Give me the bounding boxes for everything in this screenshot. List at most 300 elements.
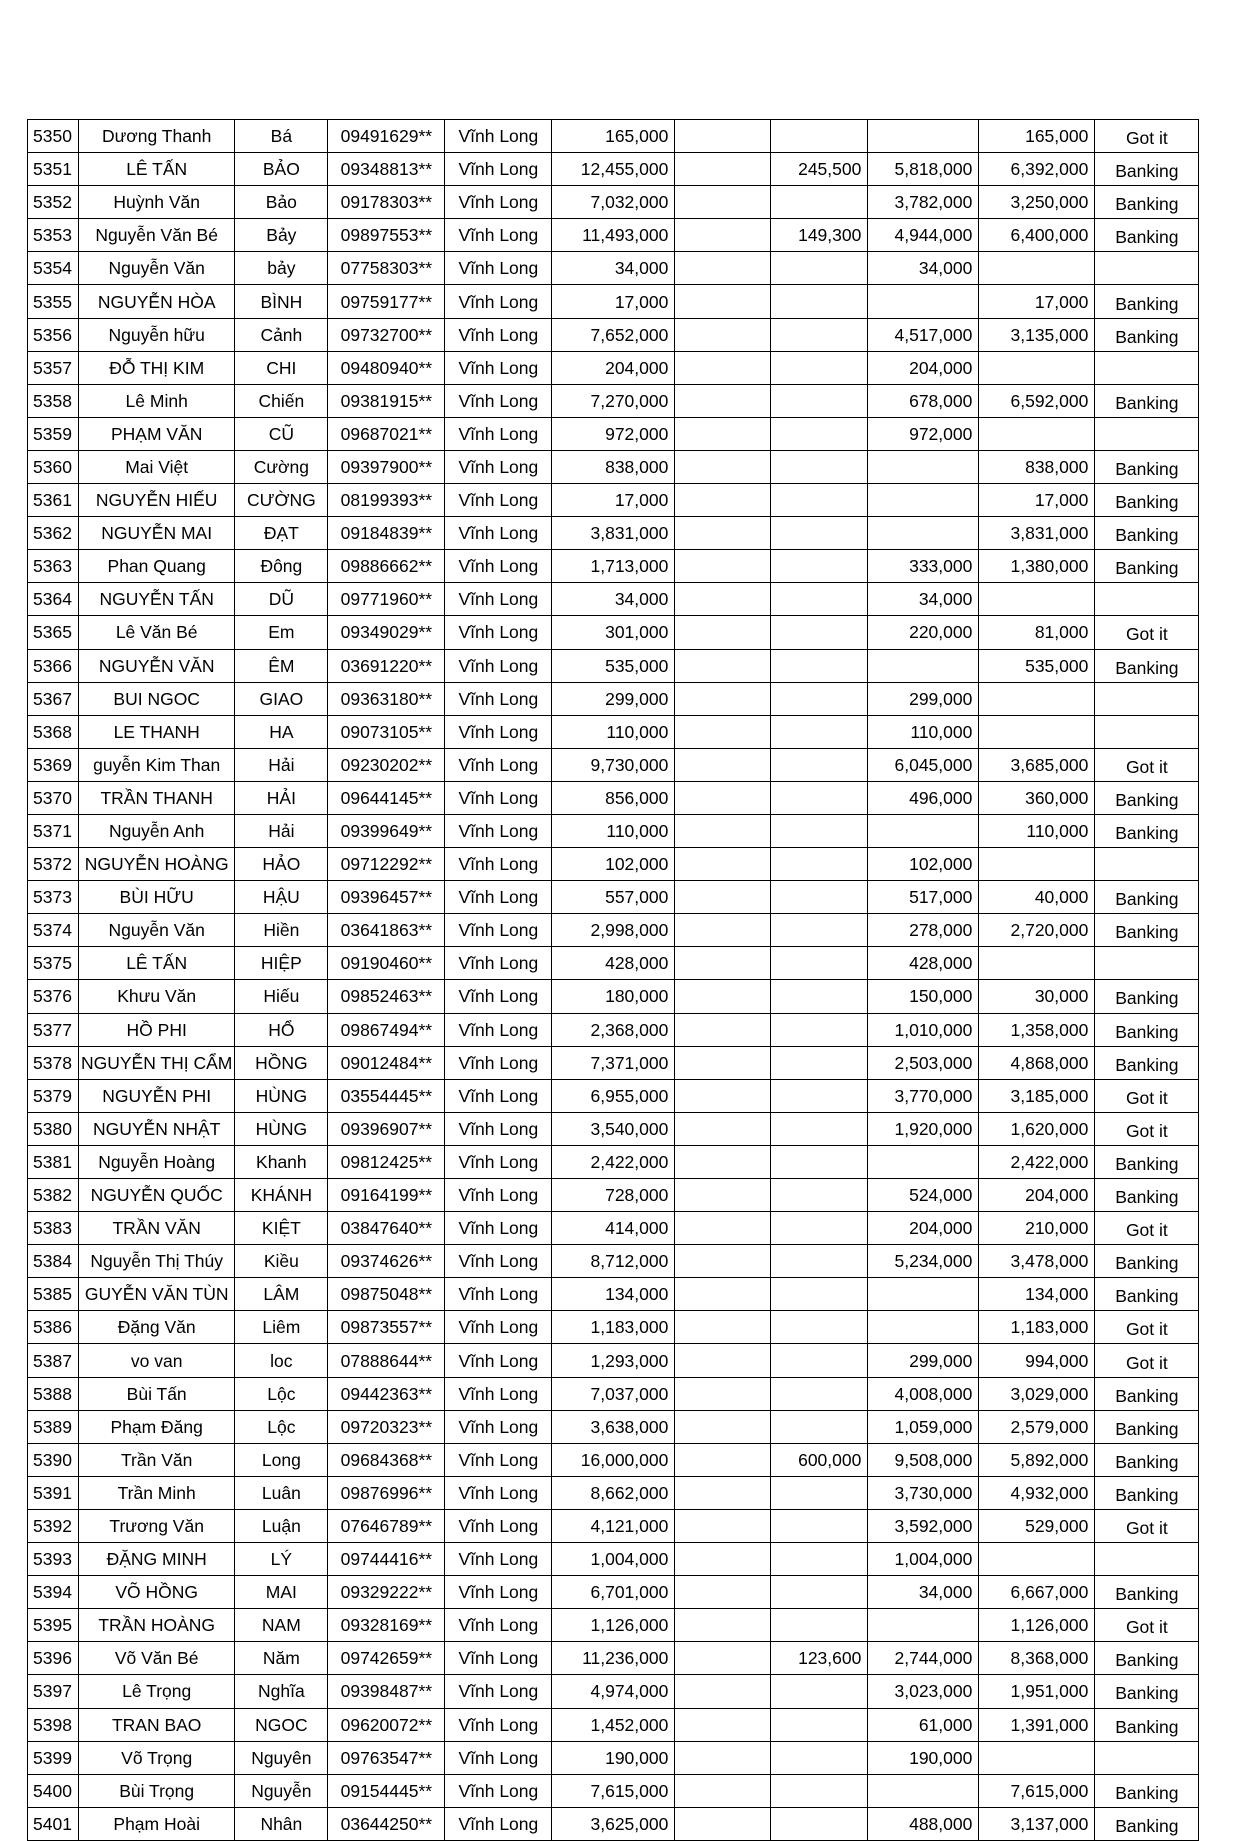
extra-amount-2-cell <box>771 649 868 682</box>
extra-amount-1-cell <box>675 1311 771 1344</box>
extra-amount-2-cell <box>771 517 868 550</box>
extra-amount-3-cell: 299,000 <box>868 1344 979 1377</box>
last-name-cell: GUYỄN VĂN TÙN <box>79 1278 235 1311</box>
table-row <box>28 1443 1199 1476</box>
phone-cell: 09184839** <box>328 517 445 550</box>
last-name-cell: Nguyễn Văn Bé <box>79 219 235 252</box>
total-amount-cell: 299,000 <box>552 682 675 715</box>
table-row <box>28 1013 1199 1046</box>
extra-amount-3-cell: 1,920,000 <box>868 1112 979 1145</box>
phone-cell: 09480940** <box>328 351 445 384</box>
last-name-cell: NGUYỄN PHI <box>79 1079 235 1112</box>
table-row <box>28 153 1199 186</box>
row-id-cell: 5395 <box>28 1609 79 1642</box>
table-row <box>28 848 1199 881</box>
extra-amount-1-cell <box>675 682 771 715</box>
total-amount-cell: 3,831,000 <box>552 517 675 550</box>
status-cell: Banking <box>1095 285 1199 318</box>
table-row <box>28 1245 1199 1278</box>
extra-amount-1-cell <box>675 1741 771 1774</box>
extra-amount-2-cell <box>771 417 868 450</box>
remaining-amount-cell: 3,185,000 <box>979 1079 1095 1112</box>
status-cell: Banking <box>1095 1013 1199 1046</box>
remaining-amount-cell <box>979 848 1095 881</box>
remaining-amount-cell: 2,579,000 <box>979 1410 1095 1443</box>
province-cell: Vĩnh Long <box>445 1443 552 1476</box>
extra-amount-3-cell: 3,592,000 <box>868 1509 979 1542</box>
status-cell <box>1095 947 1199 980</box>
extra-amount-3-cell <box>868 1774 979 1807</box>
extra-amount-3-cell: 204,000 <box>868 1212 979 1245</box>
extra-amount-1-cell <box>675 980 771 1013</box>
extra-amount-3-cell: 110,000 <box>868 715 979 748</box>
extra-amount-3-cell: 34,000 <box>868 583 979 616</box>
extra-amount-1-cell <box>675 1807 771 1840</box>
row-id-cell: 5386 <box>28 1311 79 1344</box>
extra-amount-3-cell: 1,004,000 <box>868 1543 979 1576</box>
last-name-cell: Nguyễn Văn <box>79 914 235 947</box>
first-name-cell: HÙNG <box>235 1079 328 1112</box>
phone-cell: 09620072** <box>328 1708 445 1741</box>
last-name-cell: Lê Minh <box>79 384 235 417</box>
remaining-amount-cell: 110,000 <box>979 814 1095 847</box>
last-name-cell: TRẦN THANH <box>79 781 235 814</box>
remaining-amount-cell <box>979 715 1095 748</box>
phone-cell: 09684368** <box>328 1443 445 1476</box>
status-cell: Banking <box>1095 219 1199 252</box>
extra-amount-2-cell <box>771 748 868 781</box>
first-name-cell: DŨ <box>235 583 328 616</box>
total-amount-cell: 1,713,000 <box>552 550 675 583</box>
extra-amount-1-cell <box>675 1543 771 1576</box>
table-row <box>28 583 1199 616</box>
phone-cell: 09732700** <box>328 318 445 351</box>
table-row <box>28 1543 1199 1576</box>
province-cell: Vĩnh Long <box>445 616 552 649</box>
remaining-amount-cell: 165,000 <box>979 120 1095 153</box>
first-name-cell: Năm <box>235 1642 328 1675</box>
extra-amount-3-cell: 1,059,000 <box>868 1410 979 1443</box>
extra-amount-1-cell <box>675 1245 771 1278</box>
last-name-cell: BUI NGOC <box>79 682 235 715</box>
phone-cell: 03691220** <box>328 649 445 682</box>
first-name-cell: Luân <box>235 1476 328 1509</box>
table-row <box>28 1642 1199 1675</box>
row-id-cell: 5396 <box>28 1642 79 1675</box>
table-row <box>28 351 1199 384</box>
first-name-cell: MAI <box>235 1576 328 1609</box>
first-name-cell: KIỆT <box>235 1212 328 1245</box>
phone-cell: 09381915** <box>328 384 445 417</box>
extra-amount-3-cell <box>868 1609 979 1642</box>
status-cell: Banking <box>1095 1443 1199 1476</box>
total-amount-cell: 7,371,000 <box>552 1046 675 1079</box>
extra-amount-3-cell: 6,045,000 <box>868 748 979 781</box>
status-cell: Banking <box>1095 980 1199 1013</box>
last-name-cell: Lê Trọng <box>79 1675 235 1708</box>
row-id-cell: 5397 <box>28 1675 79 1708</box>
extra-amount-2-cell <box>771 616 868 649</box>
table-row <box>28 384 1199 417</box>
row-id-cell: 5366 <box>28 649 79 682</box>
table-row <box>28 1410 1199 1443</box>
phone-cell: 09644145** <box>328 781 445 814</box>
status-cell: Got it <box>1095 1079 1199 1112</box>
status-cell: Banking <box>1095 781 1199 814</box>
first-name-cell: Khanh <box>235 1145 328 1178</box>
extra-amount-3-cell <box>868 285 979 318</box>
status-cell <box>1095 715 1199 748</box>
phone-cell: 09396907** <box>328 1112 445 1145</box>
table-row <box>28 1145 1199 1178</box>
extra-amount-1-cell <box>675 1774 771 1807</box>
table-row <box>28 186 1199 219</box>
row-id-cell: 5359 <box>28 417 79 450</box>
last-name-cell: NGUYỄN THỊ CẨM <box>79 1046 235 1079</box>
extra-amount-2-cell: 245,500 <box>771 153 868 186</box>
last-name-cell: LÊ TẤN <box>79 153 235 186</box>
row-id-cell: 5357 <box>28 351 79 384</box>
remaining-amount-cell: 360,000 <box>979 781 1095 814</box>
last-name-cell: PHẠM VĂN <box>79 417 235 450</box>
remaining-amount-cell: 3,135,000 <box>979 318 1095 351</box>
remaining-amount-cell <box>979 947 1095 980</box>
extra-amount-3-cell: 299,000 <box>868 682 979 715</box>
total-amount-cell: 204,000 <box>552 351 675 384</box>
status-cell: Banking <box>1095 1145 1199 1178</box>
total-amount-cell: 7,652,000 <box>552 318 675 351</box>
phone-cell: 09720323** <box>328 1410 445 1443</box>
phone-cell: 09763547** <box>328 1741 445 1774</box>
extra-amount-1-cell <box>675 285 771 318</box>
row-id-cell: 5387 <box>28 1344 79 1377</box>
first-name-cell: Nguyên <box>235 1741 328 1774</box>
last-name-cell: LÊ TẤN <box>79 947 235 980</box>
province-cell: Vĩnh Long <box>445 1179 552 1212</box>
remaining-amount-cell: 204,000 <box>979 1179 1095 1212</box>
province-cell: Vĩnh Long <box>445 1476 552 1509</box>
province-cell: Vĩnh Long <box>445 285 552 318</box>
extra-amount-2-cell <box>771 1576 868 1609</box>
extra-amount-1-cell <box>675 1708 771 1741</box>
province-cell: Vĩnh Long <box>445 1311 552 1344</box>
table-row <box>28 1807 1199 1840</box>
phone-cell: 09886662** <box>328 550 445 583</box>
province-cell: Vĩnh Long <box>445 417 552 450</box>
province-cell: Vĩnh Long <box>445 1708 552 1741</box>
total-amount-cell: 102,000 <box>552 848 675 881</box>
last-name-cell: Huỳnh Văn <box>79 186 235 219</box>
extra-amount-3-cell: 9,508,000 <box>868 1443 979 1476</box>
last-name-cell: Nguyễn Văn <box>79 252 235 285</box>
remaining-amount-cell <box>979 351 1095 384</box>
total-amount-cell: 7,037,000 <box>552 1377 675 1410</box>
total-amount-cell: 17,000 <box>552 285 675 318</box>
remaining-amount-cell: 1,126,000 <box>979 1609 1095 1642</box>
total-amount-cell: 728,000 <box>552 1179 675 1212</box>
extra-amount-3-cell <box>868 484 979 517</box>
extra-amount-1-cell <box>675 1476 771 1509</box>
extra-amount-1-cell <box>675 1046 771 1079</box>
extra-amount-2-cell <box>771 848 868 881</box>
province-cell: Vĩnh Long <box>445 1145 552 1178</box>
phone-cell: 09399649** <box>328 814 445 847</box>
first-name-cell: HÙNG <box>235 1112 328 1145</box>
first-name-cell: LÝ <box>235 1543 328 1576</box>
extra-amount-1-cell <box>675 120 771 153</box>
remaining-amount-cell <box>979 252 1095 285</box>
status-cell: Banking <box>1095 1675 1199 1708</box>
total-amount-cell: 6,955,000 <box>552 1079 675 1112</box>
province-cell: Vĩnh Long <box>445 1079 552 1112</box>
extra-amount-3-cell: 34,000 <box>868 1576 979 1609</box>
extra-amount-1-cell <box>675 384 771 417</box>
row-id-cell: 5384 <box>28 1245 79 1278</box>
status-cell: Got it <box>1095 120 1199 153</box>
phone-cell: 07758303** <box>328 252 445 285</box>
total-amount-cell: 2,422,000 <box>552 1145 675 1178</box>
last-name-cell: ĐỖ THỊ KIM <box>79 351 235 384</box>
total-amount-cell: 535,000 <box>552 649 675 682</box>
last-name-cell: Phạm Đăng <box>79 1410 235 1443</box>
remaining-amount-cell: 4,868,000 <box>979 1046 1095 1079</box>
first-name-cell: Lộc <box>235 1410 328 1443</box>
extra-amount-3-cell: 972,000 <box>868 417 979 450</box>
row-id-cell: 5352 <box>28 186 79 219</box>
extra-amount-2-cell <box>771 1046 868 1079</box>
total-amount-cell: 11,236,000 <box>552 1642 675 1675</box>
status-cell: Banking <box>1095 1807 1199 1840</box>
remaining-amount-cell: 1,951,000 <box>979 1675 1095 1708</box>
extra-amount-3-cell <box>868 120 979 153</box>
remaining-amount-cell: 2,720,000 <box>979 914 1095 947</box>
extra-amount-3-cell: 4,517,000 <box>868 318 979 351</box>
table-row <box>28 219 1199 252</box>
status-cell: Banking <box>1095 1576 1199 1609</box>
extra-amount-3-cell: 61,000 <box>868 1708 979 1741</box>
province-cell: Vĩnh Long <box>445 1741 552 1774</box>
extra-amount-3-cell: 333,000 <box>868 550 979 583</box>
extra-amount-1-cell <box>675 318 771 351</box>
total-amount-cell: 301,000 <box>552 616 675 649</box>
extra-amount-3-cell: 4,008,000 <box>868 1377 979 1410</box>
province-cell: Vĩnh Long <box>445 748 552 781</box>
row-id-cell: 5390 <box>28 1443 79 1476</box>
row-id-cell: 5370 <box>28 781 79 814</box>
province-cell: Vĩnh Long <box>445 1377 552 1410</box>
remaining-amount-cell: 1,620,000 <box>979 1112 1095 1145</box>
first-name-cell: CHI <box>235 351 328 384</box>
extra-amount-2-cell <box>771 120 868 153</box>
last-name-cell: HỒ PHI <box>79 1013 235 1046</box>
row-id-cell: 5392 <box>28 1509 79 1542</box>
status-cell: Banking <box>1095 318 1199 351</box>
first-name-cell: NAM <box>235 1609 328 1642</box>
extra-amount-1-cell <box>675 914 771 947</box>
first-name-cell: Bảo <box>235 186 328 219</box>
province-cell: Vĩnh Long <box>445 351 552 384</box>
province-cell: Vĩnh Long <box>445 914 552 947</box>
row-id-cell: 5355 <box>28 285 79 318</box>
status-cell: Banking <box>1095 1179 1199 1212</box>
row-id-cell: 5394 <box>28 1576 79 1609</box>
last-name-cell: NGUYỄN MAI <box>79 517 235 550</box>
first-name-cell: Bảy <box>235 219 328 252</box>
row-id-cell: 5350 <box>28 120 79 153</box>
extra-amount-2-cell <box>771 781 868 814</box>
first-name-cell: CƯỜNG <box>235 484 328 517</box>
province-cell: Vĩnh Long <box>445 814 552 847</box>
phone-cell: 09190460** <box>328 947 445 980</box>
extra-amount-3-cell: 278,000 <box>868 914 979 947</box>
province-cell: Vĩnh Long <box>445 1344 552 1377</box>
extra-amount-2-cell <box>771 1112 868 1145</box>
last-name-cell: NGUYỄN NHẬT <box>79 1112 235 1145</box>
province-cell: Vĩnh Long <box>445 947 552 980</box>
province-cell: Vĩnh Long <box>445 1609 552 1642</box>
extra-amount-1-cell <box>675 1443 771 1476</box>
extra-amount-3-cell: 3,770,000 <box>868 1079 979 1112</box>
status-cell <box>1095 583 1199 616</box>
row-id-cell: 5372 <box>28 848 79 881</box>
row-id-cell: 5368 <box>28 715 79 748</box>
extra-amount-3-cell: 488,000 <box>868 1807 979 1840</box>
total-amount-cell: 1,004,000 <box>552 1543 675 1576</box>
row-id-cell: 5398 <box>28 1708 79 1741</box>
phone-cell: 09328169** <box>328 1609 445 1642</box>
last-name-cell: NGUYỄN VĂN <box>79 649 235 682</box>
row-id-cell: 5362 <box>28 517 79 550</box>
table-row <box>28 881 1199 914</box>
extra-amount-3-cell <box>868 1278 979 1311</box>
first-name-cell: Hiếu <box>235 980 328 1013</box>
extra-amount-2-cell <box>771 1311 868 1344</box>
last-name-cell: Nguyễn Thị Thúy <box>79 1245 235 1278</box>
province-cell: Vĩnh Long <box>445 1112 552 1145</box>
phone-cell: 09712292** <box>328 848 445 881</box>
last-name-cell: Khưu Văn <box>79 980 235 1013</box>
last-name-cell: Nguyễn Hoàng <box>79 1145 235 1178</box>
total-amount-cell: 414,000 <box>552 1212 675 1245</box>
total-amount-cell: 557,000 <box>552 881 675 914</box>
phone-cell: 09812425** <box>328 1145 445 1178</box>
row-id-cell: 5376 <box>28 980 79 1013</box>
table-row <box>28 980 1199 1013</box>
phone-cell: 09873557** <box>328 1311 445 1344</box>
extra-amount-2-cell <box>771 1609 868 1642</box>
status-cell: Got it <box>1095 1311 1199 1344</box>
extra-amount-3-cell: 190,000 <box>868 1741 979 1774</box>
phone-cell: 09178303** <box>328 186 445 219</box>
table-row <box>28 1476 1199 1509</box>
first-name-cell: Nhân <box>235 1807 328 1840</box>
remaining-amount-cell: 1,183,000 <box>979 1311 1095 1344</box>
extra-amount-1-cell <box>675 517 771 550</box>
extra-amount-1-cell <box>675 1212 771 1245</box>
extra-amount-2-cell <box>771 1278 868 1311</box>
row-id-cell: 5381 <box>28 1145 79 1178</box>
province-cell: Vĩnh Long <box>445 583 552 616</box>
extra-amount-1-cell <box>675 1377 771 1410</box>
table-row <box>28 1576 1199 1609</box>
row-id-cell: 5358 <box>28 384 79 417</box>
province-cell: Vĩnh Long <box>445 1675 552 1708</box>
first-name-cell: HỒNG <box>235 1046 328 1079</box>
first-name-cell: BẢO <box>235 153 328 186</box>
phone-cell: 09442363** <box>328 1377 445 1410</box>
row-id-cell: 5400 <box>28 1774 79 1807</box>
total-amount-cell: 3,625,000 <box>552 1807 675 1840</box>
table-row <box>28 1609 1199 1642</box>
extra-amount-1-cell <box>675 848 771 881</box>
first-name-cell: Nghĩa <box>235 1675 328 1708</box>
table-row <box>28 285 1199 318</box>
status-cell: Banking <box>1095 1774 1199 1807</box>
extra-amount-2-cell <box>771 1013 868 1046</box>
province-cell: Vĩnh Long <box>445 153 552 186</box>
row-id-cell: 5353 <box>28 219 79 252</box>
row-id-cell: 5377 <box>28 1013 79 1046</box>
total-amount-cell: 11,493,000 <box>552 219 675 252</box>
last-name-cell: NGUYỄN QUỐC <box>79 1179 235 1212</box>
status-cell: Got it <box>1095 748 1199 781</box>
phone-cell: 03641863** <box>328 914 445 947</box>
extra-amount-2-cell <box>771 1543 868 1576</box>
phone-cell: 09742659** <box>328 1642 445 1675</box>
extra-amount-2-cell <box>771 1675 868 1708</box>
last-name-cell: Bùi Tấn <box>79 1377 235 1410</box>
extra-amount-2-cell <box>771 450 868 483</box>
table-row <box>28 484 1199 517</box>
row-id-cell: 5379 <box>28 1079 79 1112</box>
extra-amount-1-cell <box>675 1112 771 1145</box>
province-cell: Vĩnh Long <box>445 517 552 550</box>
total-amount-cell: 180,000 <box>552 980 675 1013</box>
extra-amount-1-cell <box>675 1013 771 1046</box>
table-row <box>28 649 1199 682</box>
total-amount-cell: 165,000 <box>552 120 675 153</box>
first-name-cell: bảy <box>235 252 328 285</box>
last-name-cell: NGUYỄN HIẾU <box>79 484 235 517</box>
status-cell <box>1095 682 1199 715</box>
remaining-amount-cell <box>979 583 1095 616</box>
remaining-amount-cell: 17,000 <box>979 285 1095 318</box>
extra-amount-2-cell <box>771 1410 868 1443</box>
status-cell: Got it <box>1095 1112 1199 1145</box>
last-name-cell: Nguyễn Anh <box>79 814 235 847</box>
extra-amount-1-cell <box>675 1344 771 1377</box>
total-amount-cell: 1,293,000 <box>552 1344 675 1377</box>
status-cell <box>1095 848 1199 881</box>
table-row <box>28 616 1199 649</box>
row-id-cell: 5382 <box>28 1179 79 1212</box>
row-id-cell: 5391 <box>28 1476 79 1509</box>
extra-amount-2-cell <box>771 1377 868 1410</box>
province-cell: Vĩnh Long <box>445 120 552 153</box>
first-name-cell: HẢO <box>235 848 328 881</box>
total-amount-cell: 8,662,000 <box>552 1476 675 1509</box>
remaining-amount-cell: 81,000 <box>979 616 1095 649</box>
extra-amount-1-cell <box>675 417 771 450</box>
first-name-cell: CŨ <box>235 417 328 450</box>
total-amount-cell: 17,000 <box>552 484 675 517</box>
extra-amount-2-cell <box>771 1774 868 1807</box>
extra-amount-1-cell <box>675 1179 771 1212</box>
table-body <box>28 120 1199 1841</box>
province-cell: Vĩnh Long <box>445 1046 552 1079</box>
last-name-cell: Võ Văn Bé <box>79 1642 235 1675</box>
phone-cell: 09363180** <box>328 682 445 715</box>
